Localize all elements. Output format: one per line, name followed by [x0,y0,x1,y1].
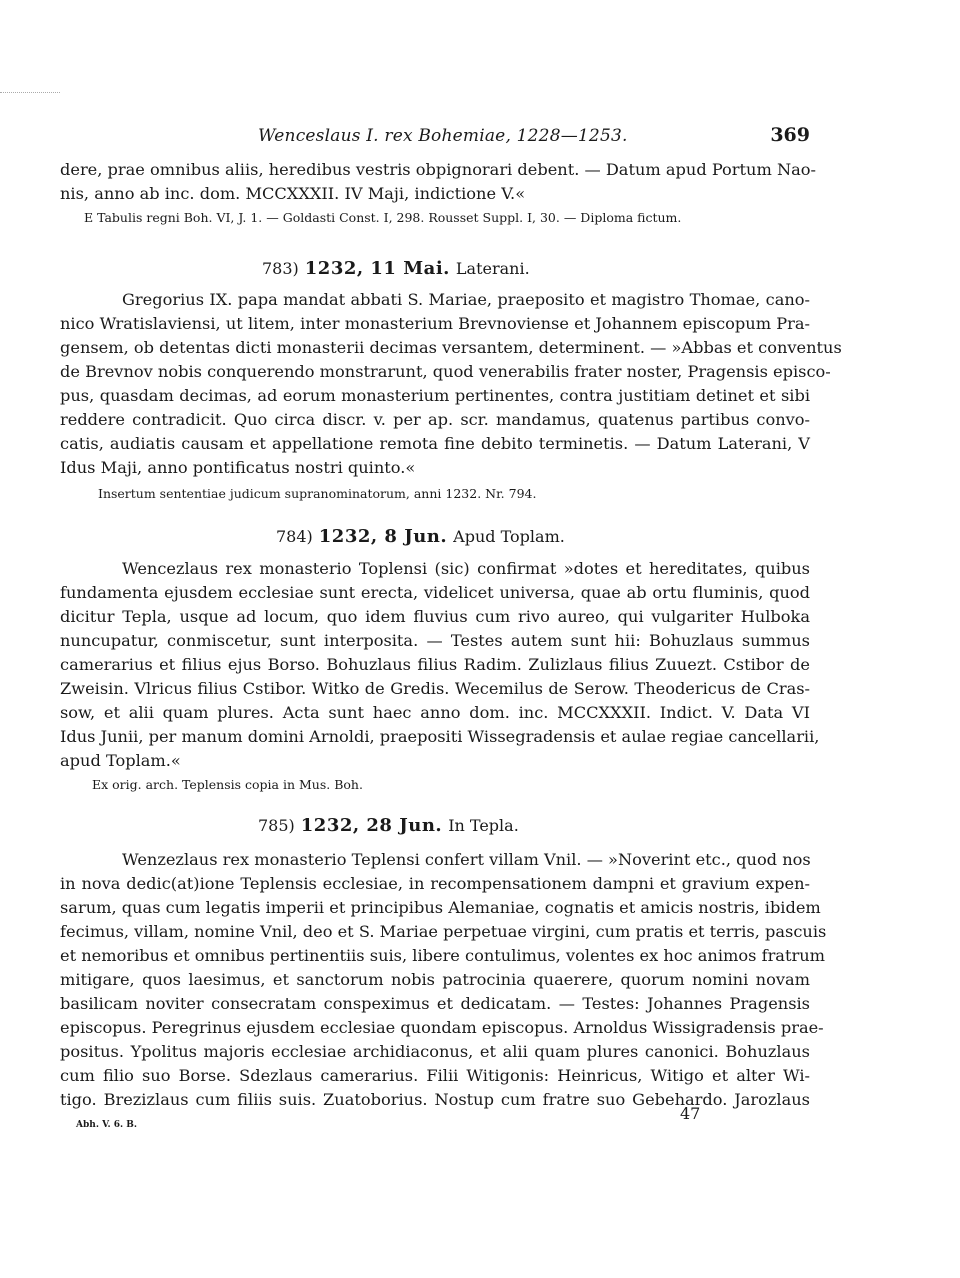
page-number: 369 [770,124,810,146]
charter-place: Apud Toplam. [453,527,565,546]
text-line: et nemoribus et omnibus pertinentiis suis, libere contulimus, volentes ex hoc animos fratrum [60,946,825,965]
charter-date: 1232, 28 Jun. [300,815,443,836]
charter-date: 1232, 11 Mai. [304,258,450,279]
source-note: Insertum sententiae judicum supranominatorum, anni 1232. Nr. 794. [98,486,537,501]
sheet-number: 47 [680,1104,701,1123]
source-note: Ex orig. arch. Teplensis copia in Mus. Boh. [92,777,363,792]
signature-mark: Abh. V. 6. B. [76,1120,138,1130]
text-line: in nova dedic(at)ione Teplensis ecclesiae, in recompensationem dampni et gravium expen- [60,874,810,893]
page-header [60,126,810,152]
text-line: sarum, quas cum legatis imperii et principibus Alemaniae, cognatis et amicis nostris, ibidem [60,898,821,917]
text-line: positus. Ypolitus majoris ecclesiae archidiaconus, et alii quam plures canonici. Bohuzlaus [60,1042,810,1061]
text-line: gensem, ob detentas dicti monasterii decimas versantem, determinent. — »Abbas et conventus [60,338,842,357]
text-line: nico Wratislaviensi, ut litem, inter monasterium Brevnoviense et Johannem episcopum Pra- [60,314,810,333]
text-line: nis, anno ab inc. dom. MCCXXXII. IV Maji, indictione V.« [60,184,526,203]
scan-edge-mark [0,92,60,93]
running-title: Wenceslaus I. rex Bohemiae, 1228—1253. [258,126,628,146]
text-line: sow, et alii quam plures. Acta sunt haec anno dom. inc. MCCXXXII. Indict. V. Data VI [60,703,810,722]
text-line: Zweisin. Vlricus filius Cstibor. Witko de Gredis. Wecemilus de Serow. Theodericus de Cras- [60,679,810,698]
text-line: apud Toplam.« [60,751,181,770]
text-line: nuncupatur, conmiscetur, sunt interposita. — Testes autem sunt hii: Bohuzlaus summus [60,631,810,650]
text-line: fecimus, villam, nomine Vnil, deo et S. Mariae perpetuae virgini, cum pratis et terris, pascuis [60,922,827,941]
charter-place: Laterani. [455,259,530,278]
text-line: dicitur Tepla, usque ad locum, quo idem fluvius cum rivo aureo, qui vulgariter Hulboka [60,607,810,626]
text-line: episcopus. Peregrinus ejusdem ecclesiae quondam episcopus. Arnoldus Wissigradensis prae- [60,1018,824,1037]
text-line: pus, quasdam decimas, ad eorum monasterium pertinentes, contra justitiam detinet et sibi [60,386,810,405]
text-line: cum filio suo Borse. Sdezlaus camerarius. Filii Witigonis: Heinricus, Witigo et alter Wi- [60,1066,810,1085]
text-line: Idus Maji, anno pontificatus nostri quinto.« [60,458,416,477]
text-line: dere, prae omnibus aliis, heredibus vestris obpignorari debent. — Datum apud Portum Nao- [60,160,816,179]
text-line: mitigare, quos laesimus, et sanctorum nobis patrocinia quaerere, quorum nomini novam [60,970,810,989]
text-line: basilicam noviter consecratam conspeximus et dedicatam. — Testes: Johannes Pragensis [60,994,810,1013]
text-line: camerarius et filius ejus Borso. Bohuzlaus filius Radim. Zulizlaus filius Zuuezt. Cstibor de [60,655,810,674]
text-line: Wencezlaus rex monasterio Toplensi (sic) confirmat »dotes et hereditates, quibus [122,559,810,578]
text-line: Wenzezlaus rex monasterio Teplensi confert villam Vnil. — »Noverint etc., quod nos [122,850,811,869]
charter-number: 784) [276,527,313,546]
charter-heading [262,258,530,279]
text-line: fundamenta ejusdem ecclesiae sunt erecta, videlicet universa, quae ab ortu fluminis, quod [60,583,810,602]
charter-heading [276,526,565,547]
charter-heading [258,815,519,836]
text-line: Gregorius IX. papa mandat abbati S. Mariae, praeposito et magistro Thomae, cano- [122,290,810,309]
text-line: de Brevnov nobis conquerendo monstrarunt, quod venerabilis frater noster, Pragensis episco- [60,362,831,381]
text-line: catis, audiatis causam et appellatione remota fine debito terminetis. — Datum Laterani, V [60,434,810,453]
charter-date: 1232, 8 Jun. [318,526,448,547]
charter-place: In Tepla. [448,816,519,835]
charter-number: 783) [262,259,299,278]
charter-number: 785) [258,816,295,835]
source-note: E Tabulis regni Boh. VI, J. 1. — Goldasti Const. I, 298. Rousset Suppl. I, 30. — Diploma fictum. [84,210,682,225]
text-line: reddere contradicit. Quo circa discr. v. per ap. scr. mandamus, quatenus partibus convo- [60,410,810,429]
text-line: Idus Junii, per manum domini Arnoldi, praepositi Wissegradensis et aulae regiae cancellarii, [60,727,820,746]
text-line: tigo. Brezizlaus cum filiis suis. Zuatoborius. Nostup cum fratre suo Gebehardo. Jarozlaus [60,1090,810,1109]
